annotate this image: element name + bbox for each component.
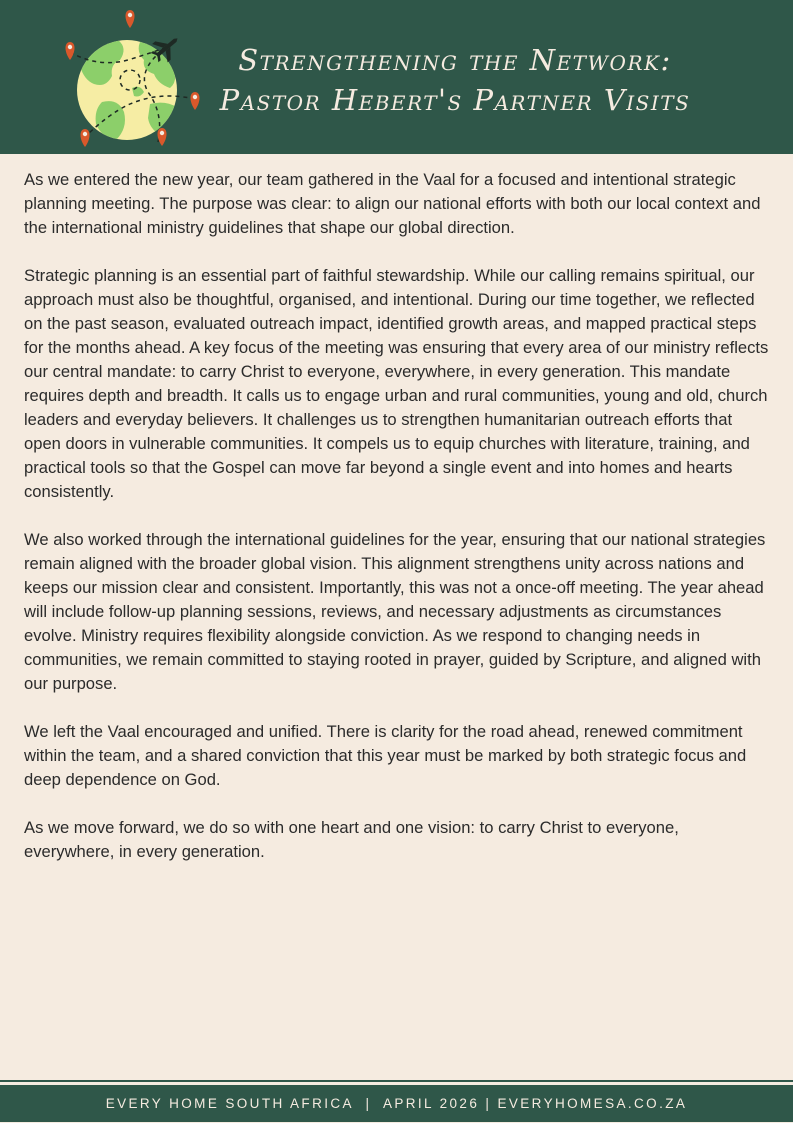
paragraph: Strategic planning is an essential part of faithful stewardship. While our calling remains spiritual, our approach must also be thoughtful, organised, and intentional. During our time together, we reflected on the past season, evaluated outreach impact, identified growth areas, and mapped practical steps for the months ahead. A key focus of the meeting was ensuring that every area of our ministry reflects our central mandate: to carry Christ to everyone, everywhere, in every generation. This mandate requires depth and breadth. It calls us to engage urban and rural communities, young and old, church leaders and everyday believers. It challenges us to strengthen humanitarian outreach efforts that open doors in vulnerable communities. It compels us to equip churches with literature, training, and practical tools so that the Gospel can move far beyond a single event and into homes and hearts consistently. (24, 266, 769, 501)
paragraph: We also worked through the international guidelines for the year, ensuring that our national strategies remain aligned with the broader global vision. This alignment strengthens unity across nations and keeps our mission clear and consistent. Importantly, this was not a once-off meeting. The year ahead will include follow-up planning sessions, reviews, and necessary adjustments as circumstances evolve. Ministry requires flexibility alongside conviction. As we respond to changing needs in communities, we remain committed to staying rooted in prayer, guided by Scripture, and aligned with our purpose. (24, 530, 766, 693)
paragraph: As we move forward, we do so with one heart and one vision: to carry Christ to everyone, everywhere, in every generation. (24, 818, 679, 861)
paragraph: We left the Vaal encouraged and unified. There is clarity for the road ahead, renewed commitment within the team, and a shared conviction that this year must be marked by both strategic focus and deep dependence on God. (24, 722, 747, 789)
paragraph: As we entered the new year, our team gathered in the Vaal for a focused and intentional strategic planning meeting. The purpose was clear: to align our national efforts with both our local context and the international ministry guidelines that shape our global direction. (24, 170, 761, 237)
globe-with-airplane-and-map-pins-icon (58, 4, 208, 150)
article-body (24, 168, 772, 888)
footer-divider (0, 1080, 793, 1082)
page-title: Strengthening the Network: Pastor Hebert's Partner Visits (219, 43, 691, 117)
footer-text: EVERY HOME SOUTH AFRICA | APRIL 2026 | EVERYHOMESA.CO.ZA (105, 1096, 688, 1111)
header-banner (0, 0, 793, 154)
footer-bar (0, 1085, 793, 1122)
